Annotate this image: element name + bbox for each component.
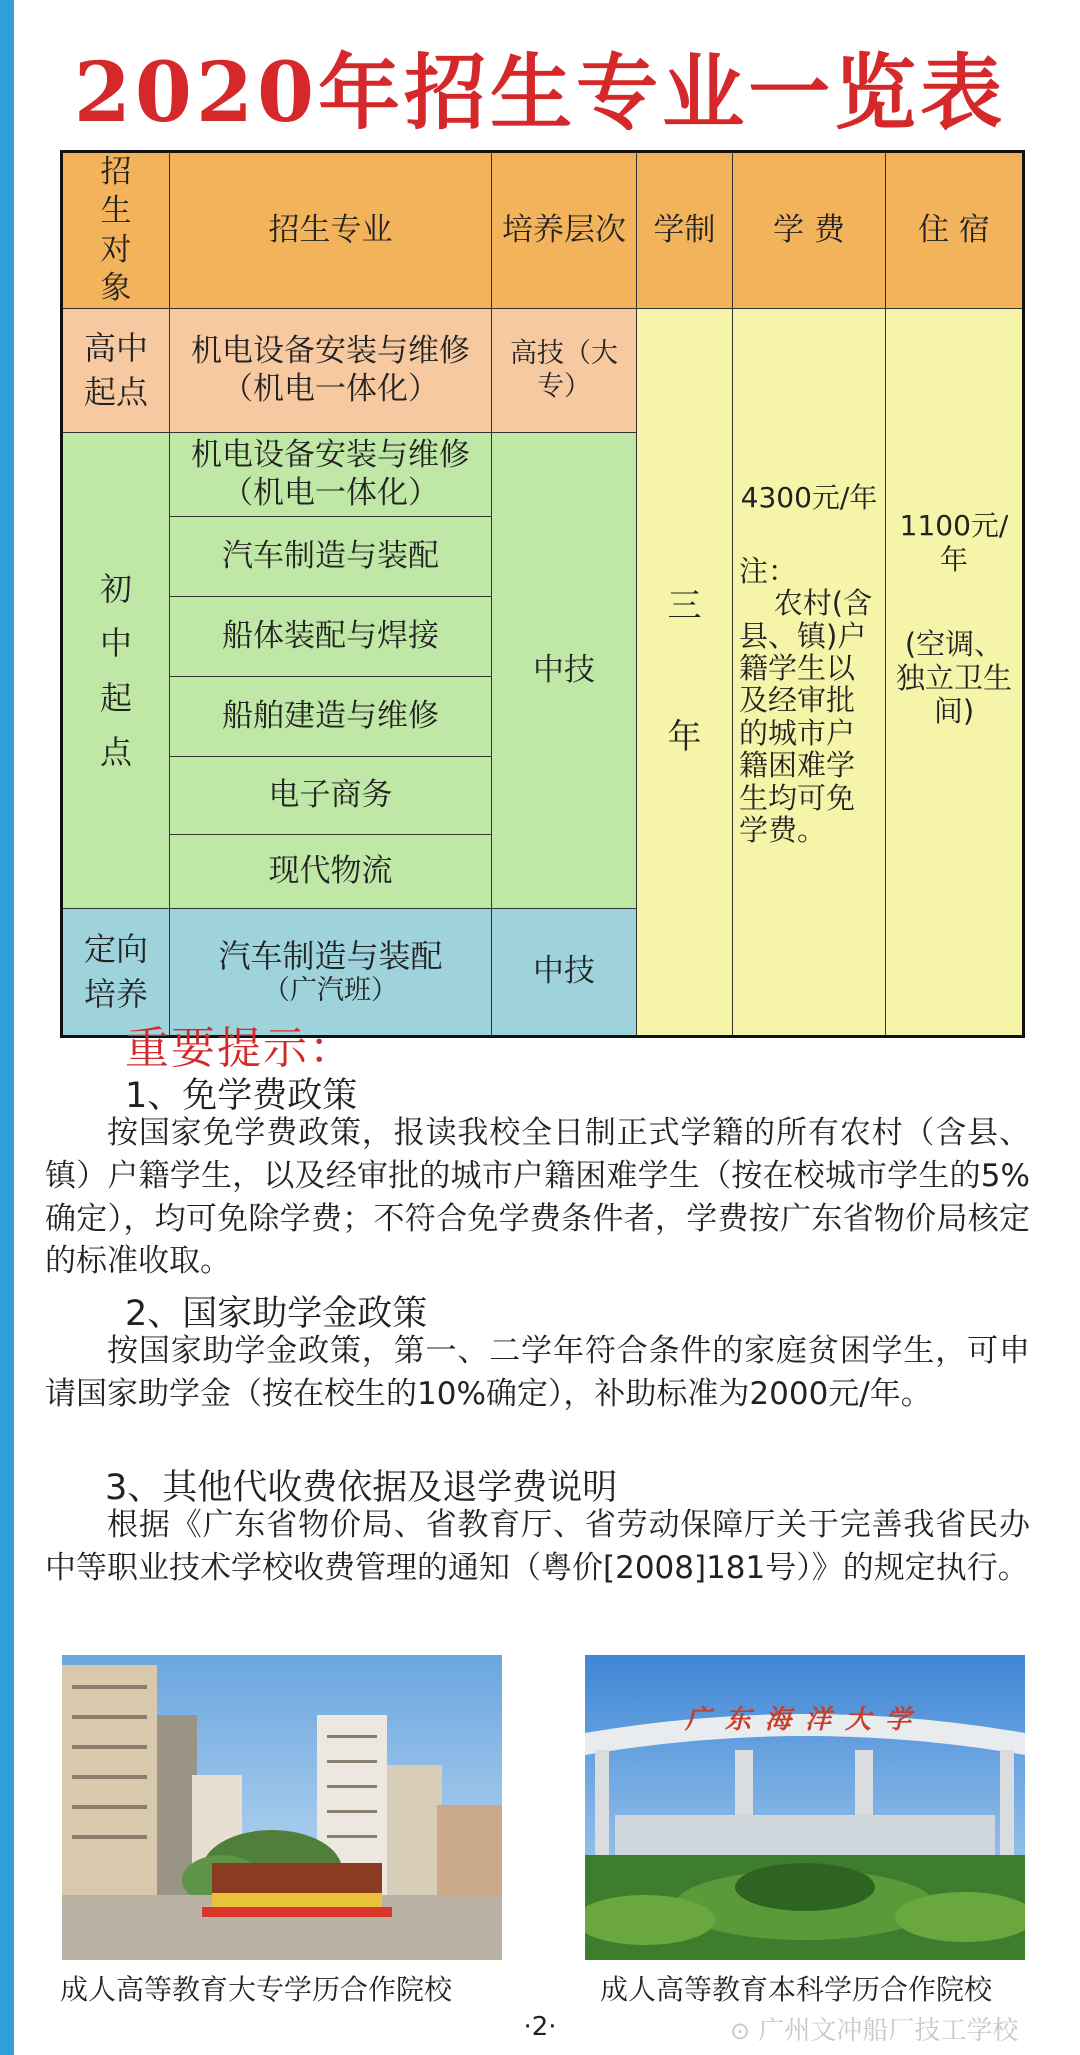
fee-note: 农村(含县、镇)户籍学生以及经审批的城市户籍困难学生均可免学费。 (739, 586, 873, 848)
campus-buildings-image (62, 1655, 502, 1960)
tips-heading: 重要提示： (125, 1023, 355, 1074)
section-3-title: 3、其他代收费依据及退学费说明 (105, 1468, 618, 1508)
lodging-fee: 1100元/年 (899, 509, 1009, 576)
header-fee: 学 费 (733, 152, 886, 309)
section-1-text: 按国家免学费政策，报读我校全日制正式学籍的所有农村（含县、镇）户籍学生，以及经审批的城市户籍困难学生（按在校城市学生的5%确定），均可免除学费；不符合免学费条件者，学费按广东省物价局核定的标准收取。 (45, 1115, 1030, 1280)
left-campus-photo (62, 1655, 502, 1960)
fee-amount: 4300元/年 (740, 481, 878, 514)
duration-cell: 三 年 (637, 309, 733, 1037)
section-1-title: 1、免学费政策 (125, 1076, 358, 1116)
right-photo-caption: 成人高等教育本科学历合作院校 (600, 1973, 993, 2006)
section-3-text: 根据《广东省物价局、省教育厅、省劳动保障厅关于完善我省民办中等职业技术学校收费管理的通知（粤价[2008]181号）》的规定执行。 (45, 1507, 1030, 1586)
table-row: 电子商务 (170, 757, 492, 835)
admissions-table (60, 150, 1025, 1038)
header-level: 培养层次 (492, 152, 637, 309)
table-row: 汽车制造与装配 (170, 517, 492, 597)
watermark-text: 广州文冲船厂技工学校 (758, 2016, 1019, 2046)
table-row: 船舶建造与维修 (170, 677, 492, 757)
table-row: 汽车制造与装配 （广汽班） (170, 909, 492, 1037)
gate-text: 广东海洋大学 (684, 1705, 925, 1735)
group-junior-high: 初中起点 (62, 433, 170, 909)
wechat-icon: ⊙ (730, 2017, 751, 2045)
table-row: 机电设备安装与维修 （机电一体化） (170, 433, 492, 517)
right-campus-photo (585, 1655, 1025, 1960)
lodging-cell (886, 309, 1024, 1037)
group-senior-high: 高中起点 (62, 309, 170, 433)
page-number: ·2· (523, 2012, 557, 2042)
lodging-note: (空调、独立卫生间) (896, 627, 1013, 728)
header-lodging: 住 宿 (886, 152, 1024, 309)
table-row: 现代物流 (170, 835, 492, 909)
header-major: 招生专业 (170, 152, 492, 309)
level-gaoji: 高技（大专） (492, 309, 637, 433)
left-photo-caption: 成人高等教育大专学历合作院校 (60, 1973, 453, 2006)
table-row: 船体装配与焊接 (170, 597, 492, 677)
table-row: 机电设备安装与维修 （机电一体化） (170, 309, 492, 433)
page-title: 2020年招生专业一览表 (73, 45, 1007, 141)
fee-cell (733, 309, 886, 1037)
section-2-title: 2、国家助学金政策 (125, 1294, 428, 1334)
level-zhongji: 中技 (492, 433, 637, 909)
left-blue-stripe (0, 0, 14, 2055)
level-zhongji-directed: 中技 (492, 909, 637, 1037)
section-2-text: 按国家助学金政策，第一、二学年符合条件的家庭贫困学生，可申请国家助学金（按在校生的10%确定），补助标准为2000元/年。 (45, 1333, 1030, 1412)
header-duration: 学制 (637, 152, 733, 309)
group-directed: 定向培养 (62, 909, 170, 1037)
header-target: 招生对象 (62, 152, 170, 309)
watermark (730, 2010, 1018, 2047)
fee-note-label: 注： (739, 553, 798, 588)
